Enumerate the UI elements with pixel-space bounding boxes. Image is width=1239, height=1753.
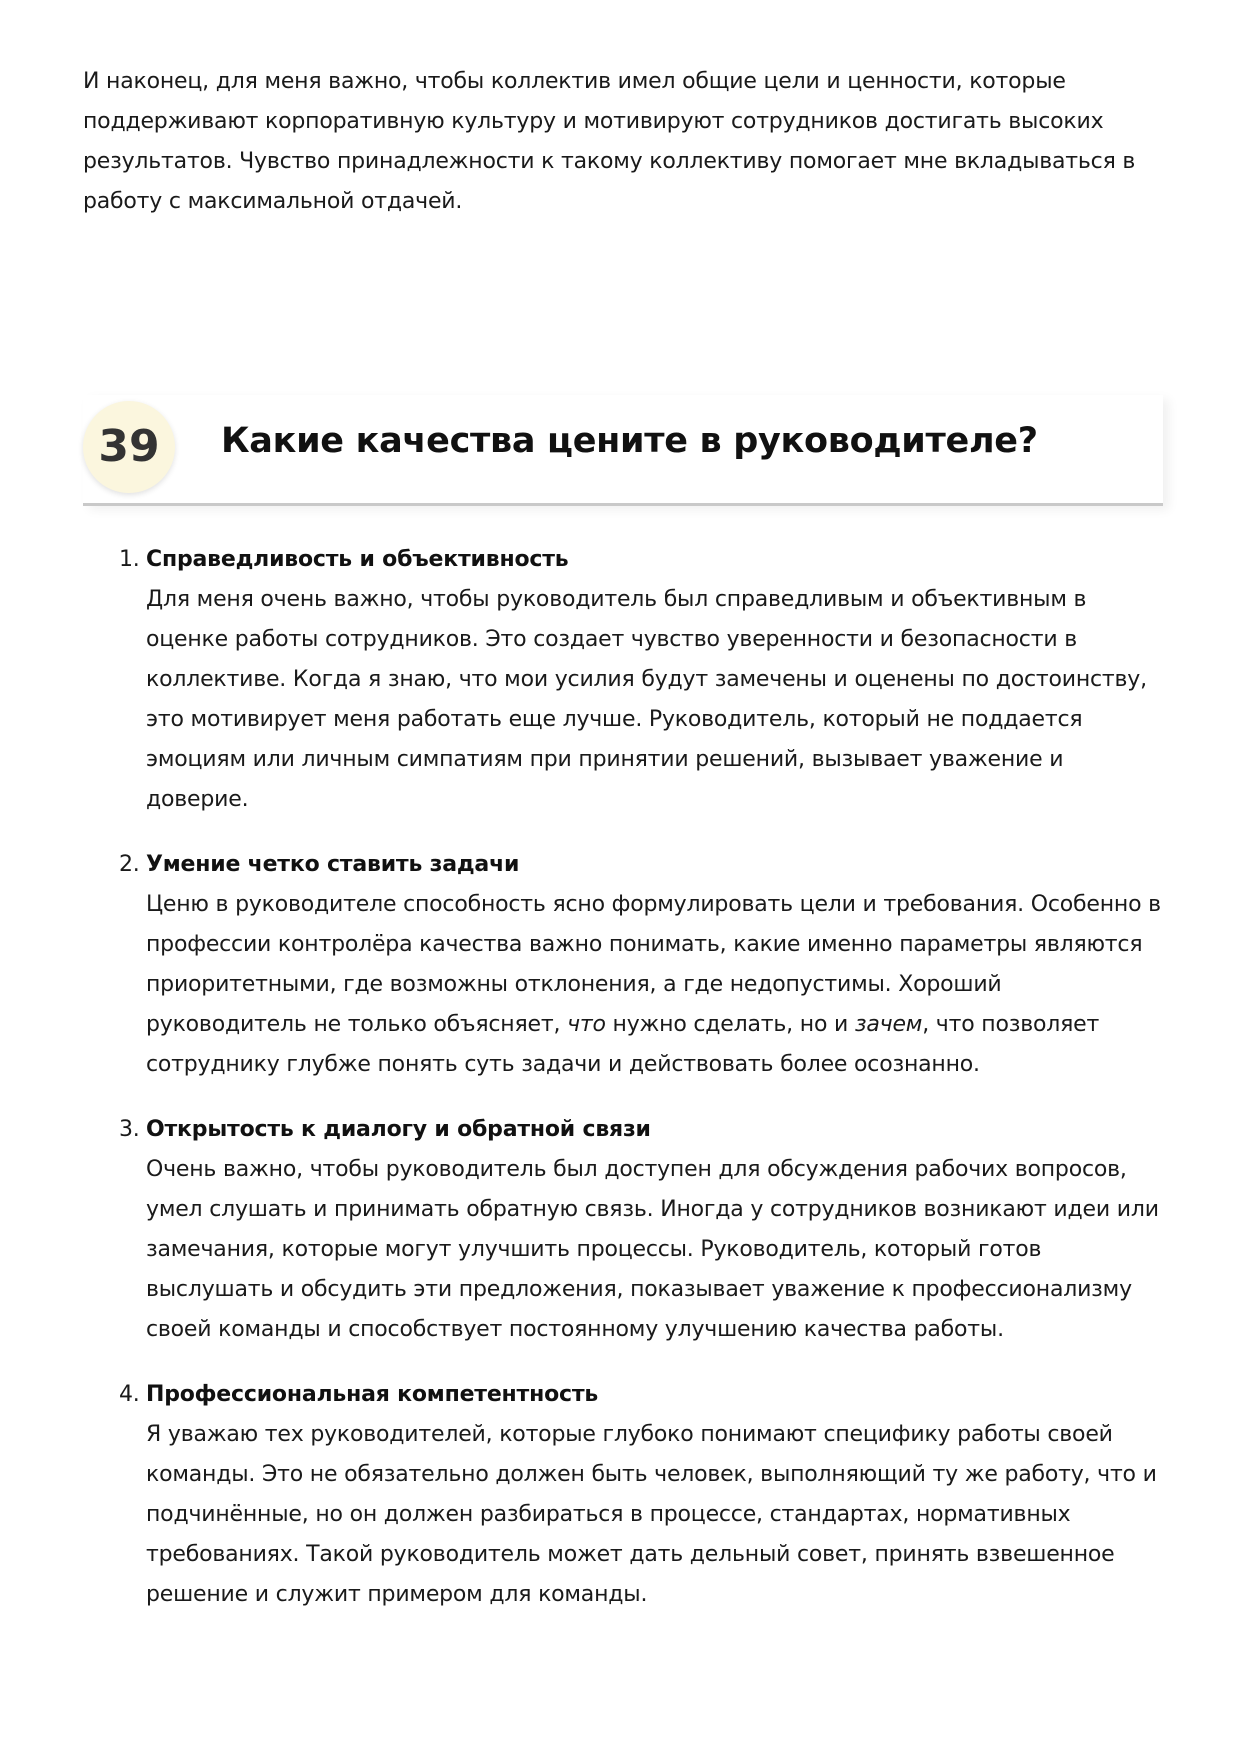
answer-emphasis: что	[567, 1012, 606, 1037]
answer-number: 3.	[119, 1117, 140, 1142]
intro-paragraph: И наконец, для меня важно, чтобы коллектив имел общие цели и ценности, которые поддерживают корпоративную культуру и мотивируют сотрудников достигать высоких результатов. Чувство принадлежности к такому коллективу помогает мне вкладываться в работу с максимальной отдачей.	[83, 69, 1136, 214]
question-header	[83, 395, 1163, 506]
answer-title: Умение четко ставить задачи	[146, 852, 520, 877]
answer-text-part: , что позволяет сотруднику глубже понять суть задачи и действовать более осознанно.	[146, 1012, 1100, 1077]
question-number-badge: 39	[83, 401, 175, 493]
answer-text: Очень важно, чтобы руководитель был доступен для обсуждения рабочих вопросов, умел слушать и принимать обратную связь. Иногда у сотрудников возникают идеи или замечания, которые могут улучшить процессы. Руководитель, который готов выслушать и обсудить эти предложения, показывает уважение к профессионализму своей команды и способствует постоянному улучшению качества работы.	[146, 1157, 1159, 1342]
answer-text: Для меня очень важно, чтобы руководитель был справедливым и объективным в оценке работы сотрудников. Это создает чувство уверенности и безопасности в коллективе. Когда я знаю, что мои усилия будут замечены и оценены по достоинству, это мотивирует меня работать еще лучше. Руководитель, который не поддается эмоциям или личным симпатиям при принятии решений, вызывает уважение и доверие.	[146, 587, 1147, 812]
answer-title: Справедливость и объективность	[146, 547, 569, 572]
answer-emphasis: зачем	[854, 1012, 923, 1037]
answer-number: 1.	[119, 547, 140, 572]
answer-item	[83, 1375, 1163, 1615]
answer-text	[146, 885, 1163, 1085]
answer-list	[83, 540, 1163, 1640]
answer-number: 2.	[119, 852, 140, 877]
answer-number: 4.	[119, 1382, 140, 1407]
answer-item	[83, 1110, 1163, 1350]
answer-text-part: нужно сделать, но и	[605, 1012, 855, 1037]
document-page	[83, 62, 1163, 1607]
answer-text-part: Ценю в руководителе способность ясно формулировать цели и требования. Особенно в профессии контролёра качества важно понимать, какие именно параметры являются приоритетными, где возможны отклонения, а где недопустимы. Хороший руководитель не только объясняет,	[146, 892, 1161, 1037]
answer-text: Я уважаю тех руководителей, которые глубоко понимают специфику работы своей команды. Это не обязательно должен быть человек, выполняющий ту же работу, что и подчинённые, но он должен разбираться в процессе, стандартах, нормативных требованиях. Такой руководитель может дать дельный совет, принять взвешенное решение и служит примером для команды.	[146, 1422, 1157, 1607]
answer-title: Профессиональная компетентность	[146, 1382, 599, 1407]
answer-item	[83, 540, 1163, 820]
answer-title: Открытость к диалогу и обратной связи	[146, 1117, 651, 1142]
answer-item	[83, 845, 1163, 1085]
question-title: Какие качества цените в руководителе?	[221, 421, 1038, 461]
